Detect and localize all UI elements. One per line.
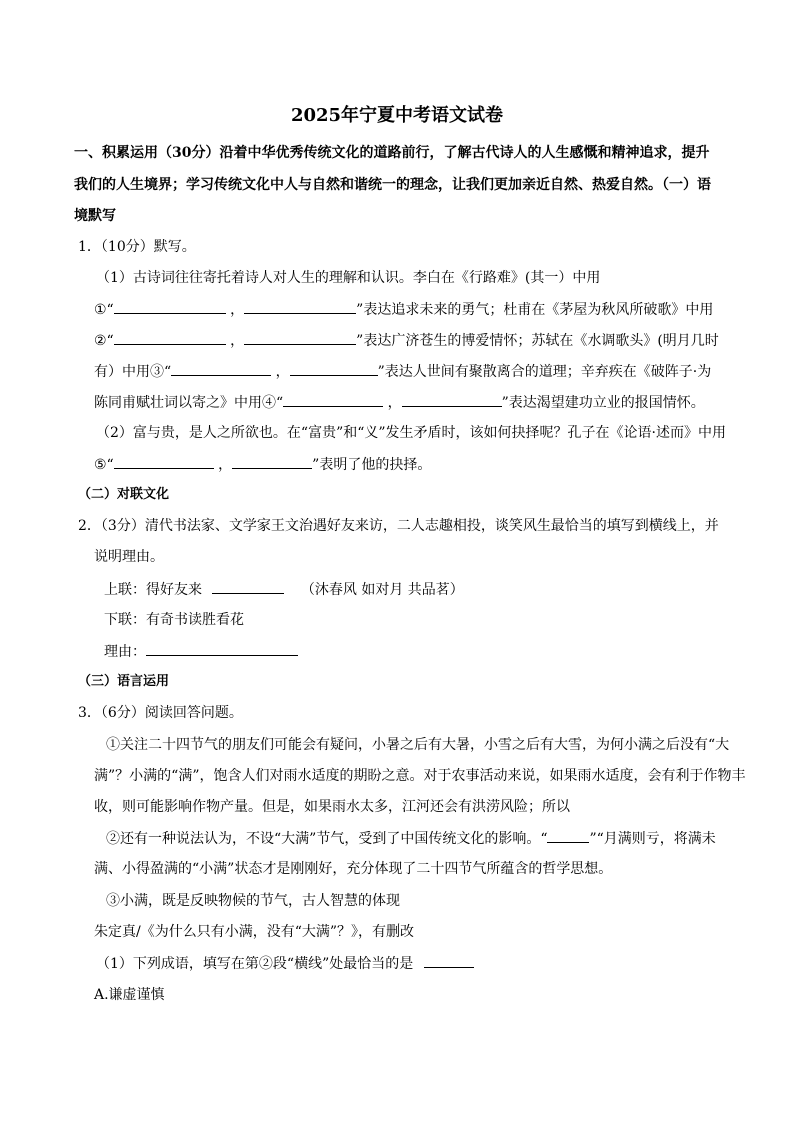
answer-blank[interactable] [244, 299, 356, 314]
passage-para1-line3: 收，则可能影响作物产量。但是，如果雨水太多，江河还会有洪涝风险；所以 [94, 799, 570, 815]
question-1-blank-row-3: 有）中用③“ ， ”表达人世间有聚散离合的道理；辛弃疾在《破阵子·为 [94, 361, 711, 382]
passage-para1-line2: 满”？小满的“满”，饱含人们对雨水适度的期盼之意。对于农事活动来说，如果雨水适度，会有利于作物丰 [94, 768, 746, 784]
section2-heading: （二）对联文化 [78, 487, 170, 502]
answer-blank[interactable] [402, 392, 502, 407]
question-1-heading: 1．（10分）默写。 [78, 239, 196, 255]
answer-blank[interactable] [424, 953, 474, 968]
couplet-lower-line: 下联：有奇书读胜看花 [104, 612, 244, 628]
passage-para3: ③小满，既是反映物候的节气，古人智慧的体现 [106, 893, 400, 909]
answer-blank[interactable] [114, 454, 214, 469]
question-1-blank-row-2: ②“ ， ”表达广济苍生的博爱情怀；苏轼在《水调歌头》(明月几时 [94, 330, 719, 351]
answer-blank[interactable] [547, 828, 589, 843]
page-title: 2025年宁夏中考语文试卷 [290, 105, 504, 126]
question-1-blank-row-4: 陈同甫赋壮词以寄之》中用④“ ， ”表达渴望建功立业的报国情怀。 [94, 392, 705, 413]
question-2-heading: 2．（3分）清代书法家、文学家王文治遇好友来访，二人志趣相投，谈笑风生最恰当的填写到横线上，并 [78, 518, 719, 534]
question-1-blank-row-5: ⑤“ ， ”表明了他的抉择。 [94, 454, 431, 475]
question-3-sub1: （1）下列成语，填写在第②段“横线”处最恰当的是 [96, 953, 474, 974]
answer-blank[interactable] [244, 330, 356, 345]
passage-para2-line1: ②还有一种说法认为，不设“大满”节气，受到了中国传统文化的影响。“ ”“月满则亏，将满未 [106, 828, 716, 849]
answer-blank[interactable] [232, 454, 312, 469]
question-1-blank-row-1: ①“ ， ”表达追求未来的勇气；杜甫在《茅屋为秋风所破歌》中用 [94, 299, 713, 320]
section1-intro-line2: 我们的人生境界；学习传统文化中人与自然和谐统一的理念，让我们更加亲近自然、热爱自然。（一）语 [74, 177, 711, 193]
section1-intro-line1: 一、积累运用（30分）沿着中华优秀传统文化的道路前行，了解古代诗人的人生感慨和精神追求，提升 [74, 145, 710, 161]
answer-blank[interactable] [114, 299, 226, 314]
answer-blank[interactable] [146, 641, 298, 656]
option-a: A.谦虚谨慎 [94, 987, 165, 1003]
passage-para1-line1: ①关注二十四节气的朋友们可能会有疑问，小暑之后有大暑，小雪之后有大雪，为何小满之后没有“大 [106, 737, 730, 753]
answer-blank[interactable] [171, 361, 271, 376]
question-3-heading: 3．（6分）阅读回答问题。 [78, 705, 243, 721]
answer-blank[interactable] [114, 330, 226, 345]
answer-blank[interactable] [212, 579, 284, 594]
reason-line: 理由： [104, 641, 298, 662]
question-1-part1-prompt: （1）古诗词往往寄托着诗人对人生的理解和认识。李白在《行路难》(其一）中用 [96, 270, 601, 286]
passage-para2-line2: 满、小得盈满的“小满”状态才是刚刚好，充分体现了二十四节气所蕴含的哲学思想。 [94, 861, 613, 877]
couplet-options: （沐春风 如对月 共品茗） [300, 582, 464, 598]
section1-intro-line3: 境默写 [74, 208, 116, 224]
couplet-upper-line: 上联：得好友来 （沐春风 如对月 共品茗） [104, 579, 464, 600]
question-2-heading-cont: 说明理由。 [94, 549, 164, 565]
answer-blank[interactable] [290, 361, 378, 376]
section3-heading: （三）语言运用 [78, 674, 170, 689]
answer-blank[interactable] [283, 392, 383, 407]
question-1-part2-prompt: （2）富与贵，是人之所欲也。在“富贵”和“义”发生矛盾时，该如何抉择呢？孔子在《论语·述而》中用 [96, 425, 726, 441]
passage-source: 朱定真/《为什么只有小满，没有“大满”？》，有删改 [94, 924, 415, 940]
